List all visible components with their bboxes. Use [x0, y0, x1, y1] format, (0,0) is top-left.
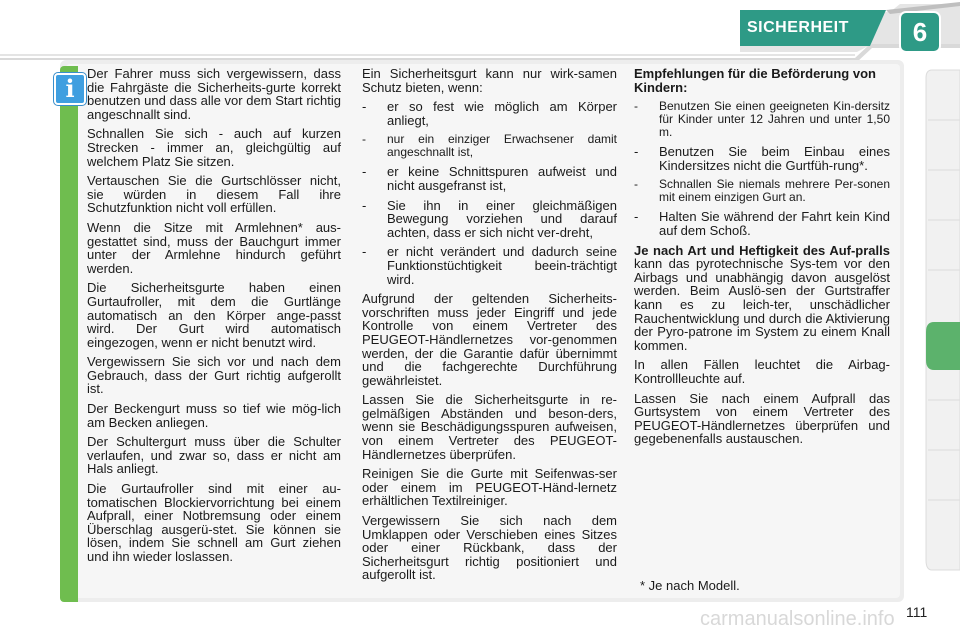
- active-chapter-tab: [926, 322, 960, 370]
- page-number: 111: [906, 604, 928, 620]
- list-item: - Benutzen Sie beim Einbau eines Kindersitzes nicht die Gurtfüh-rung*.: [634, 144, 890, 173]
- paragraph: Der Beckengurt muss so tief wie mög-lich am Becken anliegen.: [87, 401, 341, 430]
- paragraph: Aufgrund der geltenden Sicherheits-vorschriften muss jeder Eingriff und jede Kontrolle von einem Vertreter des PEUGEOT-Händlernetzes vor-genommen werden, der die Garantie dafür übernimmt und die fachgerechte Durchführung gewährleistet.: [362, 291, 617, 388]
- paragraph: Schnallen Sie sich - auch auf kurzen Strecken - immer an, gleichgültig auf welchem Platz Sie sitzen.: [87, 126, 341, 169]
- list-item: - nur ein einziger Erwachsener damit angeschnallt ist,: [362, 132, 617, 160]
- bold-lead: Je nach Art und Heftigkeit des Auf-pralls: [634, 242, 890, 258]
- list-item: - Benutzen Sie einen geeigneten Kin-dersitz für Kinder unter 12 Jahren und unter 1,50 m.: [634, 99, 890, 140]
- column-1: [87, 67, 341, 570]
- paragraph: Der Fahrer muss sich vergewissern, dass die Fahrgäste die Sicherheits-gurte korrekt benutzen und dass alle vor dem Start richtig angeschnallt sind.: [87, 66, 341, 122]
- info-green-tab: [60, 66, 78, 602]
- info-icon: i: [54, 73, 86, 105]
- list-item: - Halten Sie während der Fahrt kein Kind auf dem Schoß.: [634, 209, 890, 238]
- chapter-number: 6: [912, 17, 928, 47]
- paragraph: Vergewissern Sie sich vor und nach dem Gebrauch, dass der Gurt richtig aufgerollt ist.: [87, 354, 341, 397]
- paragraph: In allen Fällen leuchtet die Airbag-Kontrollleuchte auf.: [634, 357, 890, 386]
- paragraph: [634, 244, 890, 353]
- list-item: - Sie ihn in einer gleichmäßigen Bewegung vorziehen und darauf achten, dass er sich nicht ver-dreht,: [362, 197, 617, 240]
- paragraph: Vertauschen Sie die Gurtschlösser nicht, sie würden in diesem Fall ihre Schutzfunktion nicht voll erfüllen.: [87, 173, 341, 216]
- section-title: SICHERHEIT: [747, 19, 849, 36]
- watermark: carmanualsonline.info: [700, 608, 895, 630]
- paragraph: Der Schultergurt muss über die Schulter verlaufen, und zwar so, dass er nicht am Hals anliegt.: [87, 434, 341, 477]
- intro-paragraph: Ein Sicherheitsgurt kann nur wirk-samen Schutz bieten, wenn:: [362, 66, 617, 95]
- condition-list: [362, 100, 617, 286]
- paragraph: Wenn die Sitze mit Armlehnen* aus-gestattet sind, muss der Bauchgurt immer unter der Armlehne hindurch geführt werden.: [87, 219, 341, 276]
- paragraph: Die Gurtaufroller sind mit einer au-tomatischen Blockiervorrichtung bei einem Aufprall, einer Notbremsung oder einem Überschlag ausgerü-stet. Sie können sie lösen, indem Sie schnell am Gurt ziehen und ihn wieder loslassen.: [87, 481, 341, 564]
- paragraph: Reinigen Sie die Gurte mit Seifenwas-ser oder einem im PEUGEOT-Händ-lernetz erhältlichen Textilreiniger.: [362, 466, 617, 509]
- footnote: * Je nach Modell.: [640, 578, 740, 593]
- paragraph: Lassen Sie nach einem Aufprall das Gurtsystem von einem Vertreter des PEUGEOT-Händlernetzes überprüfen und gegebenenfalls austauschen.: [634, 390, 890, 447]
- column-3: [634, 67, 890, 452]
- paragraph: Die Sicherheitsgurte haben einen Gurtaufroller, mit dem die Gurtlänge automatisch an den Körper ange-passt wird. Der Gurt wird automatisch eingezogen, wenn er nicht benutzt wird.: [87, 280, 341, 350]
- child-recommendations-list: [634, 100, 890, 237]
- list-item: - er keine Schnittspuren aufweist und nicht ausgefranst ist,: [362, 164, 617, 193]
- paragraph: Lassen Sie die Sicherheitsgurte in re-gelmäßigen Abständen und beson-ders, wenn sie Beschädigungsspuren aufweisen, von einem Vertreter des PEUGEOT-Händlernetzes überprüfen.: [362, 392, 617, 462]
- sidebar-tabs: [920, 60, 960, 580]
- section-heading: Empfehlungen für die Beförderung von Kindern:: [634, 66, 876, 95]
- column-2: [362, 67, 617, 588]
- paragraph-rest: kann das pyrotechnische Sys-tem vor den Airbags und unabhängig davon ausgelöst werden. Beim Auslö-sen der Gurtstraffer kann es zu leich-ter, unschädlicher Rauchentwicklung und durch die Aktivierung der Pyro-patrone im System zu einem Knall kommen.: [634, 256, 890, 353]
- list-item: - er nicht verändert und dadurch seine Funktionstüchtigkeit beein-trächtigt wird.: [362, 244, 617, 287]
- paragraph: Vergewissern Sie sich nach dem Umklappen oder Verschieben eines Sitzes oder einer Rückbank, dass der Sicherheitsgurt richtig positioniert und aufgerollt ist.: [362, 513, 617, 583]
- list-item: - Schnallen Sie niemals mehrere Per-sonen mit einem einzigen Gurt an.: [634, 177, 890, 205]
- list-item: - er so fest wie möglich am Körper anliegt,: [362, 99, 617, 128]
